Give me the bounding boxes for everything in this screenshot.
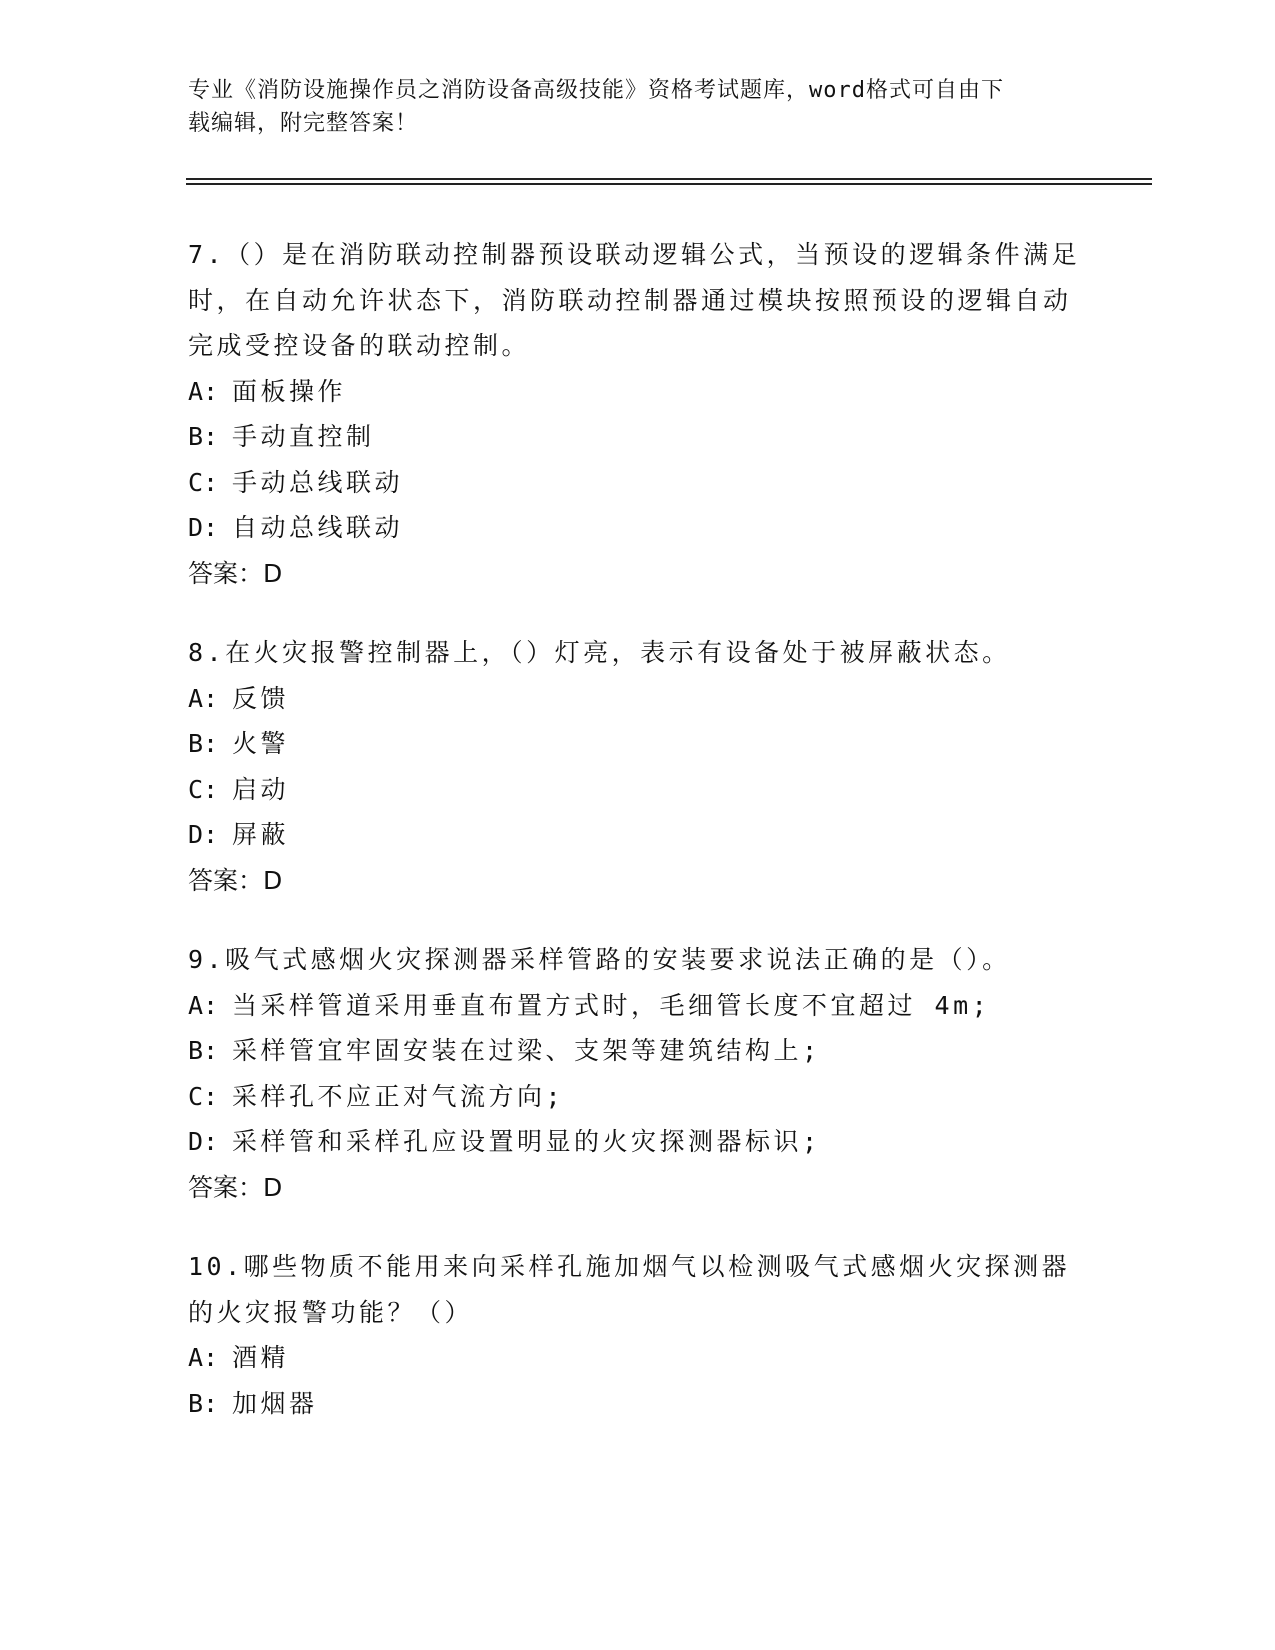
- option-key: B:: [188, 422, 219, 451]
- option-item: [188, 505, 1088, 551]
- option-text: 当采样管道采用垂直布置方式时，毛细管长度不宜超过 4m;: [232, 990, 991, 1020]
- question-item: [188, 937, 1088, 1210]
- option-text: 酒精: [232, 1343, 290, 1372]
- option-key: C:: [188, 774, 219, 804]
- answer-line: 答案：D: [188, 558, 283, 588]
- option-text: 火警: [232, 729, 290, 758]
- option-key: B:: [188, 729, 219, 758]
- option-item: [188, 767, 1088, 813]
- question-item: [188, 1244, 1088, 1426]
- option-item: [188, 1074, 1088, 1120]
- option-item: [188, 721, 1088, 767]
- option-text: 启动: [232, 774, 290, 804]
- option-item: [188, 460, 1088, 506]
- option-item: [188, 676, 1088, 722]
- option-key: A:: [188, 376, 219, 406]
- option-item: [188, 1335, 1088, 1381]
- header-line-1: 专业《消防设施操作员之消防设备高级技能》资格考试题库，word格式可自由下: [188, 78, 1004, 103]
- option-item: [188, 983, 1088, 1029]
- option-key: D:: [188, 513, 219, 542]
- header-divider-bottom: [186, 183, 1152, 185]
- option-key: C:: [188, 467, 219, 497]
- option-text: 采样孔不应正对气流方向;: [232, 1081, 565, 1111]
- option-text: 面板操作: [232, 376, 347, 406]
- option-key: B:: [188, 1036, 219, 1065]
- option-item: [188, 414, 1088, 460]
- option-item: [188, 1028, 1088, 1074]
- option-text: 屏蔽: [232, 820, 290, 849]
- question-list: [188, 232, 1088, 1460]
- option-key: D:: [188, 820, 219, 849]
- question-item: [188, 630, 1088, 903]
- option-text: 加烟器: [232, 1388, 318, 1418]
- header-divider-top: [186, 178, 1152, 180]
- option-text: 手动总线联动: [232, 467, 404, 497]
- option-key: A:: [188, 990, 219, 1020]
- option-key: A:: [188, 1343, 219, 1372]
- question-text: 8.在火灾报警控制器上，（）灯亮，表示有设备处于被屏蔽状态。: [188, 638, 1011, 667]
- option-item: [188, 1381, 1088, 1427]
- option-text: 手动直控制: [232, 422, 375, 451]
- answer-line: 答案：D: [188, 865, 283, 895]
- option-item: [188, 812, 1088, 858]
- document-header: [188, 74, 1068, 140]
- answer-line: 答案：D: [188, 1172, 283, 1202]
- option-text: 反馈: [232, 683, 290, 713]
- option-item: [188, 1119, 1088, 1165]
- option-item: [188, 369, 1088, 415]
- question-text: 9.吸气式感烟火灾探测器采样管路的安装要求说法正确的是（）。: [188, 945, 1011, 974]
- question-text: 7.（）是在消防联动控制器预设联动逻辑公式，当预设的逻辑条件满足时，在自动允许状态下，消防联动控制器通过模块按照预设的逻辑自动完成受控设备的联动控制。: [188, 240, 1081, 360]
- option-key: A:: [188, 683, 219, 713]
- option-text: 采样管宜牢固安装在过梁、支架等建筑结构上;: [232, 1036, 821, 1065]
- option-key: D:: [188, 1127, 219, 1156]
- option-key: B:: [188, 1388, 219, 1418]
- option-text: 自动总线联动: [232, 513, 404, 542]
- question-item: [188, 232, 1088, 596]
- header-line-2: 载编辑，附完整答案！: [188, 111, 419, 136]
- option-text: 采样管和采样孔应设置明显的火灾探测器标识;: [232, 1127, 821, 1156]
- question-text: 10.哪些物质不能用来向采样孔施加烟气以检测吸气式感烟火灾探测器的火灾报警功能？（）: [188, 1252, 1071, 1327]
- option-key: C:: [188, 1081, 219, 1111]
